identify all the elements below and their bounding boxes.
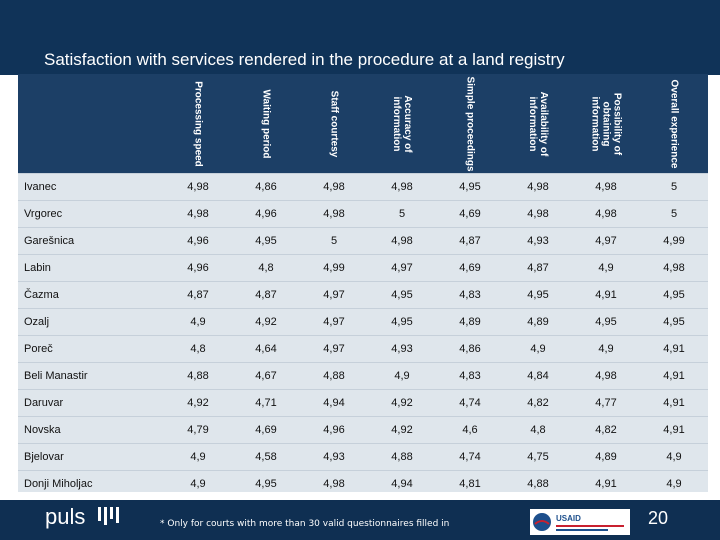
score-cell: 4,98 [572, 363, 640, 390]
column-header: Possibility of obtaining information [572, 74, 640, 174]
score-cell: 4,98 [300, 471, 368, 498]
score-cell: 4,9 [504, 336, 572, 363]
score-cell: 4,9 [368, 363, 436, 390]
row-city-name: Labin [18, 255, 164, 282]
score-cell: 4,96 [300, 417, 368, 444]
score-cell: 4,83 [436, 363, 504, 390]
row-city-name: Ivanec [18, 174, 164, 201]
score-cell: 4,95 [368, 282, 436, 309]
table-row [18, 255, 708, 282]
score-cell: 4,95 [504, 282, 572, 309]
score-cell: 4,64 [232, 336, 300, 363]
row-city-name: Beli Manastir [18, 363, 164, 390]
score-cell: 4,97 [300, 336, 368, 363]
score-cell: 4,69 [436, 201, 504, 228]
score-cell: 4,89 [572, 444, 640, 471]
score-cell: 4,92 [368, 417, 436, 444]
usaid-logo-icon [530, 509, 630, 535]
score-cell: 4,87 [436, 228, 504, 255]
score-cell: 4,95 [640, 309, 708, 336]
score-cell: 4,96 [164, 255, 232, 282]
score-cell: 4,9 [572, 336, 640, 363]
score-cell: 4,88 [504, 471, 572, 498]
score-cell: 4,82 [572, 417, 640, 444]
score-cell: 4,75 [504, 444, 572, 471]
score-cell: 4,69 [232, 417, 300, 444]
score-cell: 4,91 [640, 336, 708, 363]
row-city-name: Ozalj [18, 309, 164, 336]
score-cell: 4,86 [436, 336, 504, 363]
score-cell: 4,98 [504, 201, 572, 228]
row-city-name: Garešnica [18, 228, 164, 255]
table-row [18, 201, 708, 228]
table-row [18, 417, 708, 444]
score-cell: 4,99 [300, 255, 368, 282]
column-header: Processing speed [164, 74, 232, 174]
score-cell: 4,97 [300, 309, 368, 336]
table-corner-cell [18, 74, 164, 174]
puls-logo: puls [45, 504, 86, 529]
score-cell: 4,98 [572, 174, 640, 201]
row-city-name: Daruvar [18, 390, 164, 417]
score-cell: 4,98 [504, 174, 572, 201]
score-cell: 4,69 [436, 255, 504, 282]
score-cell: 4,71 [232, 390, 300, 417]
logo-bars-icon [98, 507, 119, 525]
score-cell: 4,88 [300, 363, 368, 390]
score-cell: 4,92 [232, 309, 300, 336]
score-cell: 4,87 [232, 282, 300, 309]
score-cell: 4,81 [436, 471, 504, 498]
score-cell: 4,94 [368, 471, 436, 498]
column-header: Accuracy of information [368, 74, 436, 174]
score-cell: 4,92 [368, 390, 436, 417]
score-cell: 4,8 [164, 336, 232, 363]
column-header: Availability of information [504, 74, 572, 174]
page-title: Satisfaction with services rendered in the procedure at a land registry [44, 50, 565, 69]
score-cell: 4,87 [504, 255, 572, 282]
score-cell: 4,88 [164, 363, 232, 390]
score-cell: 4,95 [572, 309, 640, 336]
score-cell: 4,97 [368, 255, 436, 282]
score-cell: 4,91 [640, 363, 708, 390]
score-cell: 4,96 [164, 228, 232, 255]
score-cell: 4,6 [436, 417, 504, 444]
score-cell: 4,83 [436, 282, 504, 309]
score-cell: 4,79 [164, 417, 232, 444]
row-city-name: Bjelovar [18, 444, 164, 471]
score-cell: 4,8 [504, 417, 572, 444]
score-cell: 4,98 [164, 174, 232, 201]
page-number: 20 [648, 508, 669, 528]
score-cell: 5 [640, 201, 708, 228]
score-cell: 5 [300, 228, 368, 255]
score-cell: 4,86 [232, 174, 300, 201]
score-cell: 4,93 [504, 228, 572, 255]
score-cell: 4,9 [640, 471, 708, 498]
score-cell: 4,58 [232, 444, 300, 471]
table-row [18, 309, 708, 336]
score-cell: 4,95 [640, 282, 708, 309]
table-row [18, 174, 708, 201]
column-header: Staff courtesy [300, 74, 368, 174]
score-cell: 4,98 [300, 201, 368, 228]
score-cell: 4,77 [572, 390, 640, 417]
score-cell: 4,74 [436, 444, 504, 471]
score-cell: 4,67 [232, 363, 300, 390]
score-cell: 4,74 [436, 390, 504, 417]
score-cell: 4,9 [572, 255, 640, 282]
score-cell: 4,89 [504, 309, 572, 336]
score-cell: 4,84 [504, 363, 572, 390]
score-cell: 4,95 [232, 471, 300, 498]
row-city-name: Čazma [18, 282, 164, 309]
score-cell: 4,9 [164, 471, 232, 498]
score-cell: 4,95 [368, 309, 436, 336]
results-table [18, 74, 708, 497]
table-row [18, 363, 708, 390]
score-cell: 4,98 [300, 174, 368, 201]
score-cell: 4,98 [368, 174, 436, 201]
score-cell: 4,8 [232, 255, 300, 282]
score-cell: 4,97 [572, 228, 640, 255]
table-header-row [18, 74, 708, 174]
score-cell: 4,93 [368, 336, 436, 363]
score-cell: 4,98 [368, 228, 436, 255]
score-cell: 4,9 [164, 309, 232, 336]
score-cell: 4,89 [436, 309, 504, 336]
score-cell: 4,87 [164, 282, 232, 309]
table-row [18, 228, 708, 255]
table-row [18, 390, 708, 417]
score-cell: 4,98 [164, 201, 232, 228]
results-table-container [18, 74, 708, 492]
score-cell: 4,91 [640, 390, 708, 417]
score-cell: 4,95 [436, 174, 504, 201]
score-cell: 4,97 [300, 282, 368, 309]
row-city-name: Donji Miholjac [18, 471, 164, 498]
table-row [18, 444, 708, 471]
score-cell: 4,93 [300, 444, 368, 471]
score-cell: 4,88 [368, 444, 436, 471]
table-row [18, 336, 708, 363]
footnote: * Only for courts with more than 30 valid questionnaires filled in [160, 519, 450, 529]
row-city-name: Poreč [18, 336, 164, 363]
score-cell: 4,94 [300, 390, 368, 417]
score-cell: 5 [640, 174, 708, 201]
score-cell: 4,82 [504, 390, 572, 417]
score-cell: 4,91 [572, 282, 640, 309]
score-cell: 4,96 [232, 201, 300, 228]
score-cell: 4,9 [164, 444, 232, 471]
table-body [18, 174, 708, 498]
score-cell: 4,98 [572, 201, 640, 228]
table-row [18, 471, 708, 498]
column-header: Waiting period [232, 74, 300, 174]
score-cell: 4,98 [640, 255, 708, 282]
score-cell: 4,9 [640, 444, 708, 471]
table-row [18, 282, 708, 309]
score-cell: 4,95 [232, 228, 300, 255]
score-cell: 4,91 [572, 471, 640, 498]
svg-text:USAID: USAID [556, 514, 581, 523]
column-header: Overall experience [640, 74, 708, 174]
row-city-name: Novska [18, 417, 164, 444]
score-cell: 5 [368, 201, 436, 228]
column-header: Simple proceedings [436, 74, 504, 174]
score-cell: 4,91 [640, 417, 708, 444]
score-cell: 4,92 [164, 390, 232, 417]
score-cell: 4,99 [640, 228, 708, 255]
row-city-name: Vrgorec [18, 201, 164, 228]
